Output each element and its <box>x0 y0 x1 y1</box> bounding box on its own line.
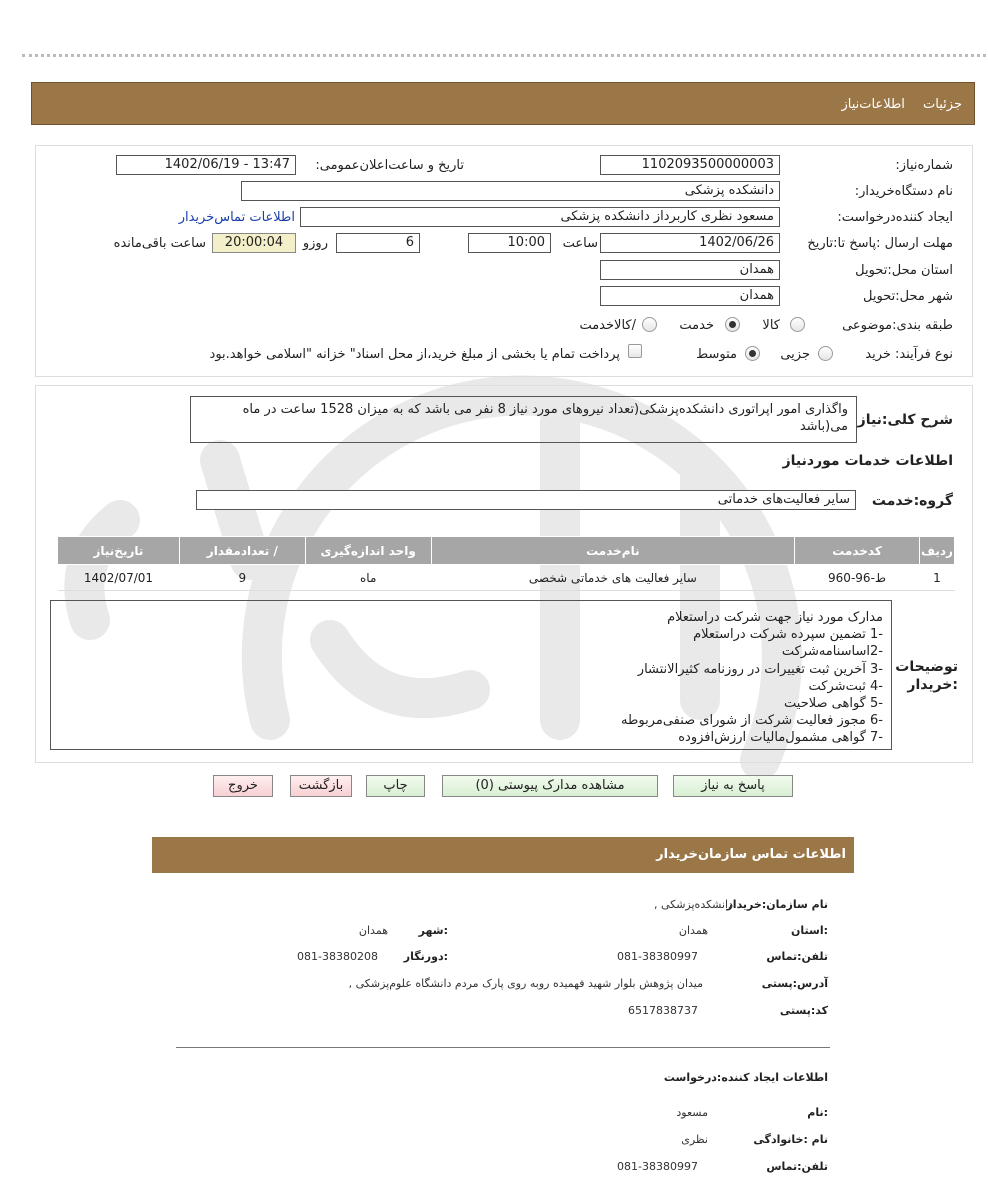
buyer-desc-field <box>50 600 892 750</box>
desc-line: -2اساسنامه‌شرکت <box>781 644 883 660</box>
cell-unit: ماه <box>305 565 431 591</box>
creator-name-label: :نام <box>807 1106 828 1119</box>
creator-field: مسعود نظری کاربرداز دانشکده پزشکی <box>300 207 780 227</box>
province-value: همدان <box>678 924 708 937</box>
city-label: شهر محل:تحویل <box>863 289 953 304</box>
payment-checkbox[interactable] <box>628 344 642 358</box>
creator-phone: 081-38380997 <box>617 1160 698 1173</box>
process-radio-minor[interactable] <box>818 346 833 361</box>
province-label: استان محل:تحویل <box>855 263 953 278</box>
process-option-minor: جزیی <box>780 347 810 362</box>
buyer-desc-label: توضیحات :خریدار <box>895 659 958 693</box>
category-radio-goods[interactable] <box>790 317 805 332</box>
category-radio-service[interactable] <box>725 317 740 332</box>
desc-line: مدارک مورد نیاز جهت شرکت دراستعلام <box>667 610 883 625</box>
desc-line: -6 مجوز فعالیت شرکت از شورای صنفی‌مربوطه <box>621 713 883 729</box>
announce-field: 1402/06/19 - 13:47 <box>116 155 296 175</box>
services-title: اطلاعات خدمات موردنیاز <box>782 453 953 469</box>
header-bar <box>31 82 975 125</box>
creator-name: مسعود <box>676 1106 708 1119</box>
back-button[interactable]: بازگشت <box>290 775 352 797</box>
creator-phone-label: تلفن:تماس <box>766 1160 828 1173</box>
postal-value: 6517838737 <box>628 1004 698 1017</box>
section-divider <box>176 1047 830 1048</box>
buyer-contact-link[interactable]: اطلاعات تماس‌خریدار <box>178 210 295 225</box>
buyer-org-label: نام دستگاه‌خریدار: <box>854 184 953 199</box>
table-row <box>58 565 955 591</box>
city-field: همدان <box>600 286 780 306</box>
time-label: ساعت <box>562 236 598 251</box>
contact-title: اطلاعات تماس سازمان‌خریدار <box>656 847 846 862</box>
tab-details[interactable]: جزئیات <box>923 97 962 112</box>
contact-title-bar <box>152 837 854 873</box>
deadline-time-field: 10:00 <box>468 233 551 253</box>
payment-text: پرداخت تمام یا بخشی از مبلغ خرید،از محل اسناد" خزانه "اسلامی خواهد.بود <box>209 347 620 362</box>
summary-label: شرح کلی:نیاز <box>857 412 953 428</box>
creator-label: ایجاد کننده‌درخواست: <box>837 210 953 225</box>
fax-value: 081-38380208 <box>297 950 378 963</box>
process-option-medium: متوسط <box>696 347 737 362</box>
address-label: آدرس:پستی <box>761 977 828 990</box>
process-label: نوع فرآیند: خرید <box>865 347 953 362</box>
desc-line: -7 گواهی مشمول‌مالیات ارزش‌افزوده <box>678 730 883 746</box>
summary-field: واگذاری امور اپراتوری دانشکده‌پزشکی(تعداد نیروهای مورد نیاز 8 نفر می باشد که به میزان 1528 ساعت در ماه می(باشد <box>190 396 857 443</box>
city-value: همدان <box>358 924 388 937</box>
province-label-2: :استان <box>791 924 828 937</box>
process-radio-medium[interactable] <box>745 346 760 361</box>
category-radio-both[interactable] <box>642 317 657 332</box>
col-need-date: تاریخ‌نیاز <box>58 537 180 565</box>
col-unit: واحد اندازه‌گیری <box>305 537 431 565</box>
col-row: ردیف <box>919 537 954 565</box>
print-button[interactable]: چاپ <box>366 775 425 797</box>
city-label-2: :شهر <box>418 924 448 937</box>
desc-line: -1 تضمین سپرده شرکت دراستعلام <box>693 627 883 643</box>
creator-family-label: نام :خانوادگی <box>753 1133 828 1146</box>
desc-line: -3 آخرین ثبت تغییرات در روزنامه کثیرالانتشار <box>637 661 883 677</box>
cell-service-code: ط-96-960 <box>795 565 920 591</box>
deadline-date-field: 1402/06/26 <box>600 233 780 253</box>
cell-service-name: سایر فعالیت های خدماتی شخصی <box>431 565 794 591</box>
announce-label: تاریخ و ساعت‌اعلان‌عمومی: <box>315 158 464 173</box>
phone-value: 081-38380997 <box>617 950 698 963</box>
cell-need-date: 1402/07/01 <box>58 565 180 591</box>
col-service-code: کدخدمت <box>795 537 920 565</box>
fax-label: :دورنگار <box>403 950 448 963</box>
days-field: 6 <box>336 233 420 253</box>
creator-family: نظری <box>681 1133 708 1146</box>
remaining-time-field: 20:00:04 <box>212 233 296 253</box>
view-attachments-button[interactable]: مشاهده مدارک پیوستی (0) <box>442 775 658 797</box>
phone-label: تلفن:تماس <box>766 950 828 963</box>
need-info-panel <box>35 145 973 377</box>
need-number-field: 1102093500000003 <box>600 155 780 175</box>
buyer-org-field: دانشکده پزشکی <box>241 181 780 201</box>
exit-button[interactable]: خروج <box>213 775 273 797</box>
postal-label: کد:پستی <box>779 1004 828 1017</box>
group-label: گروه:خدمت <box>871 493 953 509</box>
group-field: سایر فعالیت‌های خدماتی <box>196 490 856 510</box>
days-label: روزو <box>302 236 328 251</box>
category-label: طبقه بندی:موضوعی <box>842 318 953 333</box>
col-service-name: نام‌خدمت <box>431 537 794 565</box>
services-table <box>57 536 955 591</box>
province-field: همدان <box>600 260 780 280</box>
cell-row: 1 <box>919 565 954 591</box>
top-dotted-divider <box>22 54 986 57</box>
category-option-goods: کالا <box>762 318 780 333</box>
creator-info-title: اطلاعات ایجاد کننده:درخواست <box>663 1071 828 1084</box>
tab-need-info[interactable]: اطلاعات‌نیاز <box>841 97 905 112</box>
category-option-service: خدمت <box>679 318 714 333</box>
address-value: میدان پژوهش بلوار شهید فهمیده روبه روی پارک مردم دانشگاه علوم‌پزشکی , <box>348 977 703 990</box>
desc-line: -5 گواهی صلاحیت <box>784 696 883 712</box>
cell-quantity: 9 <box>179 565 305 591</box>
desc-line: -4 ثبت‌شرکت <box>808 678 883 694</box>
deadline-label: مهلت ارسال :پاسخ تا:تاریخ <box>807 236 953 251</box>
col-quantity: / تعدادمقدار <box>179 537 305 565</box>
org-label: نام سازمان:خریدار <box>726 898 828 911</box>
org-value: دانشکده‌پزشکی , <box>653 898 733 911</box>
reply-button[interactable]: پاسخ به نیاز <box>673 775 793 797</box>
category-option-both: /کالاخدمت <box>579 318 636 333</box>
remaining-label: ساعت باقی‌مانده <box>113 236 206 251</box>
need-number-label: شماره‌نیاز: <box>895 158 953 173</box>
